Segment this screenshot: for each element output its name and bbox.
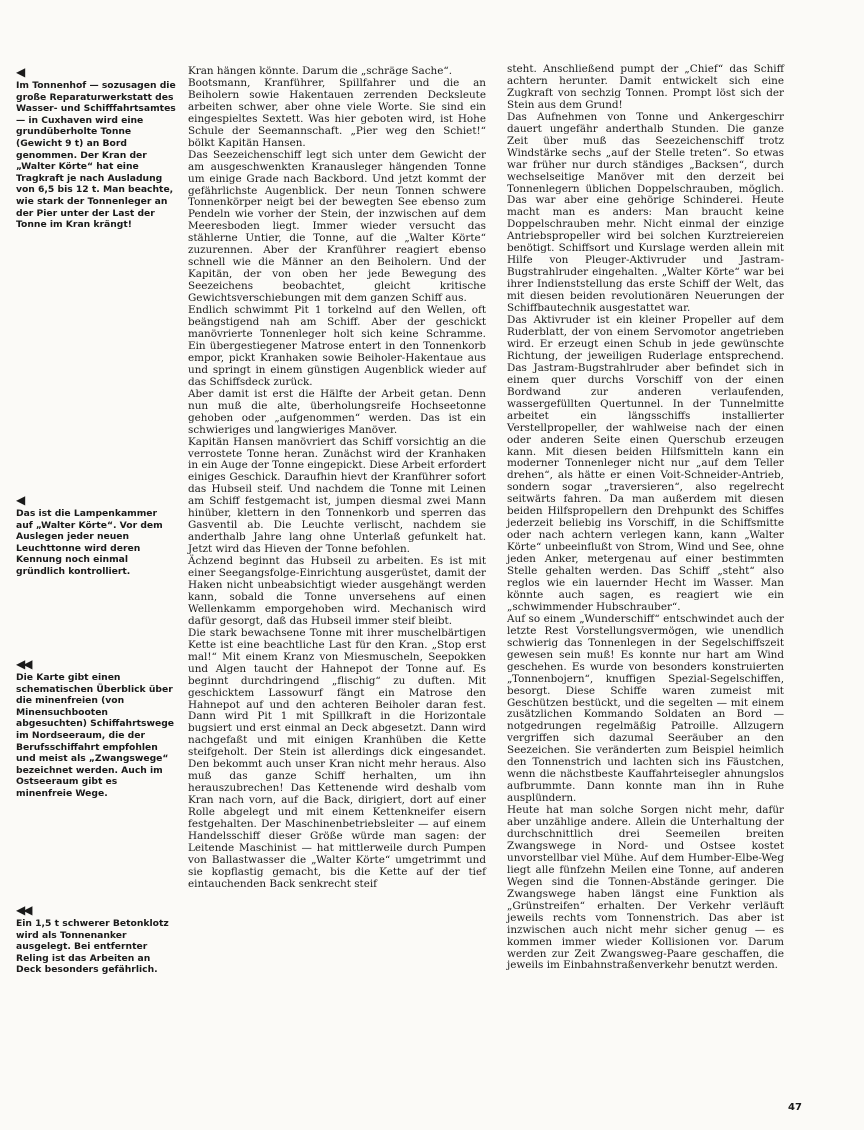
paragraph: Aber damit ist erst die Hälfte der Arbeit getan. Denn nun muß die alte, überholungsreife Hochseetonne gehoben oder „aufgenommen“ werden. Das ist ein schwieriges und langwieriges Manöver. <box>188 387 486 436</box>
map-caption <box>16 658 176 800</box>
paragraph: Auf so einem „Wunderschiff“ entschwindet auch der letzte Rest Vorstellungsvermögen, wie unendlich schwierig das Tonnenlegen in der Segelschiffszeit gewesen sein muß! Es konnte nur hart am Wind geschehen. Es wurde von besonders konstruierten „Tonnenbojern“, knuffigen Spezial-Segelschiffen, besorgt. Diese Schiffe waren zumeist mit Geschützen bestückt, und die segelten — mit einem zusätzlichen Kommando Soldaten an Bord — notgedrungen regelmäßig Patroille. Allzugern vergriffen sich dazumal Seeräuber an den Seezeichen. Sie veränderten zum Beispiel heimlich den Tonnenstrich und lachten sich ins Fäustchen, wenn die nächstbeste Kauffahrteisegler ahnungslos aufbrummte. Dann konnte man ihn in Ruhe ausplündern. <box>507 612 784 805</box>
photo-caption-1 <box>16 66 176 231</box>
paragraph: Das Aktivruder ist ein kleiner Propeller auf dem Ruderblatt, der von einem Servomotor angetrieben wird. Er erzeugt einen Schub in jede gewünschte Richtung, der jeweiligen Ruderlage entsprechend. Das Jastram-Bugstrahlruder aber befindet sich in einem quer durchs Vorschiff von der einen Bordwand zur anderen verlaufenden, wassergefüllten Quertunnel. In der Tunnelmitte arbeitet ein längsschiffs installierter Verstellpropeller, der wahlweise nach der einen oder anderen Seite einen Querschub erzeugen kann. Mit diesen beiden Hilfsmitteln kann ein moderner Tonnenleger nicht nur „auf dem Teller drehen“, als hätte er einen Voit-Schneider-Antrieb, sondern sogar „traversieren“, also regelrecht seitwärts fahren. Da man außerdem mit diesen beiden Hilfspropellern den Drehpunkt des Schiffes jederzeit beliebig ins Vorschiff, in die Schiffsmitte oder nach achtern verlegen kann, kann „Walter Körte“ unbeeinflußt von Strom, Wind und See, ohne jeden Anker, metergenau auf einer bestimmten Stelle gehalten werden. Das Schiff „steht“ also reglos wie ein lauernder Hecht im Wasser. Man könnte auch sagen, es reagiert wie ein „schwimmender Hubschrauber“. <box>507 314 784 613</box>
paragraph: Das Seezeichenschiff legt sich unter dem Gewicht der am ausgeschwenkten Kranausleger hängenden Tonne um einige Grade nach Backbord. Und jetzt kommt der gefährlichste Augenblick. Der neun Tonnen schwere Tonnenkörper neigt bei der bewegten See ebenso zum Pendeln wie vorher der Stein, der inzwischen auf dem Meeresboden liegt. Immer wieder versucht das stählerne Untier, die Tonne, auf die „Walter Körte“ zuzurennen. Aber der Kranführer reagiert ebenso schnell wie die Männer an den Beiholern. Und der Kapitän, der von oben her jede Bewegung des Seezeichens beobachtet, gleicht kritische Gewichtsverschiebungen mit dem ganzen Schiff aus. <box>188 148 486 305</box>
paragraph: Endlich schwimmt Pit 1 torkelnd auf den Wellen, oft beängstigend nah am Schiff. Aber der geschickt manövrierte Tonnenleger holt sich keine Schramme. Ein übergestiegener Matrose entert in den Tonnenkorb empor, pickt Kranhaken sowie Beiholer-Hakentaue aus und springt in einem günstigen Augenblick wieder auf das Schiffsdeck zurück. <box>188 304 486 388</box>
double-arrow-left-icon: ◀◀ <box>16 657 31 671</box>
article-column-middle <box>188 66 486 891</box>
paragraph: Heute hat man solche Sorgen nicht mehr, dafür aber unzählige andere. Allein die Unterhaltung der durchschnittlich drei Seemeilen breiten Zwangswege in Nord- und Ostsee kostet unvorstellbar viel Mühe. Auf dem Humber-Elbe-Weg liegt alle fünfzehn Meilen eine Tonne, auf anderen Wegen sind die Tonnen-Abstände geringer. Die Zwangswege haben längst eine Funktion als „Grünstreifen“ erhalten. Der Verkehr verläuft jeweils rechts vom Tonnenstrich. Das aber ist inzwischen auch nicht mehr sicher genug — es kommen immer wieder Kollisionen vor. Darum werden zur Zeit Zwangsweg-Paare geschaffen, die jeweils im Einbahnstraßenverkehr benutzt werden. <box>507 804 784 972</box>
arrow-left-icon: ◀ <box>16 493 24 507</box>
photo-caption-2 <box>16 494 176 578</box>
paragraph: Kran hängen könnte. Darum die „schräge Sache“. <box>188 65 453 77</box>
paragraph: steht. Anschließend pumpt der „Chief“ das Schiff achtern herunter. Damit entwickelt sich eine Zugkraft von sechzig Tonnen. Prompt löst sich der Stein aus dem Grund! <box>507 63 784 111</box>
paragraph: Das Aufnehmen von Tonne und Ankergeschirr dauert ungefähr anderthalb Stunden. Die ganze Zeit über muß das Seezeichenschiff trotz Windstärke sechs „auf der Stelle treten“. So etwas war früher nur durch ständiges „Backsen“, durch wechselseitige Manöver mit den derzeit bei Tonnenlegern üblichen Doppelschrauben, möglich. Das war aber eine gehörige Schinderei. Heute macht man es anders: Man braucht keine Doppelschrauben mehr. Nicht einmal der einzige Antriebspropeller wird bei solchen Kurztreiereien benötigt. Schiffsort und Kurslage werden allein mit Hilfe von Pleuger-Aktivruder und Jastram-Bugstrahlruder eingehalten. „Walter Körte“ war bei ihrer Indienststellung das erste Schiff der Welt, das mit diesen beiden revolutionären Neuerungen der Schiffbautechnik ausgestattet war. <box>507 110 784 315</box>
paragraph: Ächzend beginnt das Hubseil zu arbeiten. Es ist mit einer Seegangsfolge-Einrichtung ausgerüstet, damit der Haken nicht unbeabsichtigt wieder ausgehängt werden kann, sobald die Tonne unversehens auf einen Wellenkamm emporgehoben wird. Mechanisch wird dafür gesorgt, daß das Hubseil immer steif bleibt. <box>188 555 486 627</box>
caption-text: Die Karte gibt einen schematischen Überblick über die minenfreien (von Minensuchbooten abgesuchten) Schiffahrtswege im Nordseeraum, die der Berufsschiffahrt empfohlen und meist als „Zwangswege“ bezeichnet werden. Auch im Ostseeraum gibt es minenfreie Wege. <box>16 672 174 799</box>
double-arrow-left-icon: ◀◀ <box>16 903 31 917</box>
photo-caption-3 <box>16 904 176 976</box>
article-column-right <box>507 64 784 972</box>
page-number: 47 <box>788 1102 802 1113</box>
paragraph: Die stark bewachsene Tonne mit ihrer muschelbärtigen Kette ist eine beachtliche Last für den Kran. „Stop erst mal!“ Mit einem Kranz von Miesmuscheln, Seepokken und Algen taucht der Hahnepot der Tonne auf. Es beginnt durchdringend „flischig“ zu duften. Mit geschicktem Lassowurf fängt ein Matrose den Hahnepot auf und den achteren Beiholer daran fest. Dann wird Pit 1 mit Spillkraft in die Horizontale bugsiert und erst einmal an Deck abgesetzt. Dann wird nachgefaßt und mit einigen Kranhüben die Kette steifgeholt. Der Stein ist allerdings dick eingesandet. Den bekommt auch unser Kran nicht mehr heraus. Also muß das ganze Schiff herhalten, um ihn herauszubrechen! Das Kettenende wird deshalb vom Kran nach vorn, auf die Back, dirigiert, dort auf einer Rolle abgelegt und mit einem Kettenkneifer eisern festgehalten. Der Maschinenbetriebsleiter — auf einem Handelsschiff dieser Größe würde man sagen: der Leitende Maschinist — hat mittlerweile durch Pumpen von Ballastwasser die „Walter Körte“ umgetrimmt und sie kopflastig gemacht, bis die Kette auf der tief eintauchenden Back senkrecht steif <box>188 626 486 890</box>
arrow-left-icon: ◀ <box>16 65 24 79</box>
caption-text: Ein 1,5 t schwerer Betonklotz wird als Tonnenanker ausgelegt. Bei entfernter Reling ist das Arbeiten an Deck besonders gefährlich. <box>16 918 169 976</box>
paragraph: Bootsmann, Kranführer, Spillfahrer und die an Beiholern sowie Hakentauen zerrenden Decksleute arbeiten schwer, aber ohne viele Worte. Sie sind ein eingespieltes Sextett. Was hier geboten wird, ist Hohe Schule der Seemannschaft. „Pier weg den Schiet!“ bölkt Kapitän Hansen. <box>188 76 486 149</box>
paragraph: Kapitän Hansen manövriert das Schiff vorsichtig an die verrostete Tonne heran. Zunächst wird der Kranhaken in ein Auge der Tonne eingepickt. Diese Arbeit erfordert einiges Geschick. Daraufhin hievt der Kranführer sofort das Hubseil steif. Und nachdem die Tonne mit Leinen am Schiff festgemacht ist, jumpen diesmal zwei Mann hinüber, klettern in den Tonnenkorb und sperren das Gasventil ab. Die Leuchte verlischt, nachdem sie anderthalb Jahre lang ohne Unterlaß gefunkelt hat. Jetzt wird das Hieven der Tonne befohlen. <box>188 435 486 556</box>
caption-text: Das ist die Lampenkammer auf „Walter Körte“. Vor dem Auslegen jeder neuen Leuchttonne wird deren Kennung noch einmal gründlich kontrolliert. <box>16 508 163 577</box>
caption-text: Im Tonnenhof — sozusagen die große Reparaturwerkstatt des Wasser- und Schifffahrtsamtes — in Cuxhaven wird eine grundüberholte Tonne (Gewicht 9 t) an Bord genommen. Der Kran der „Walter Körte“ hat eine Tragkraft je nach Ausladung von 6,5 bis 12 t. Man beachte, wie stark der Tonnenleger an der Pier unter der Last der Tonne im Kran krängt! <box>16 80 176 231</box>
